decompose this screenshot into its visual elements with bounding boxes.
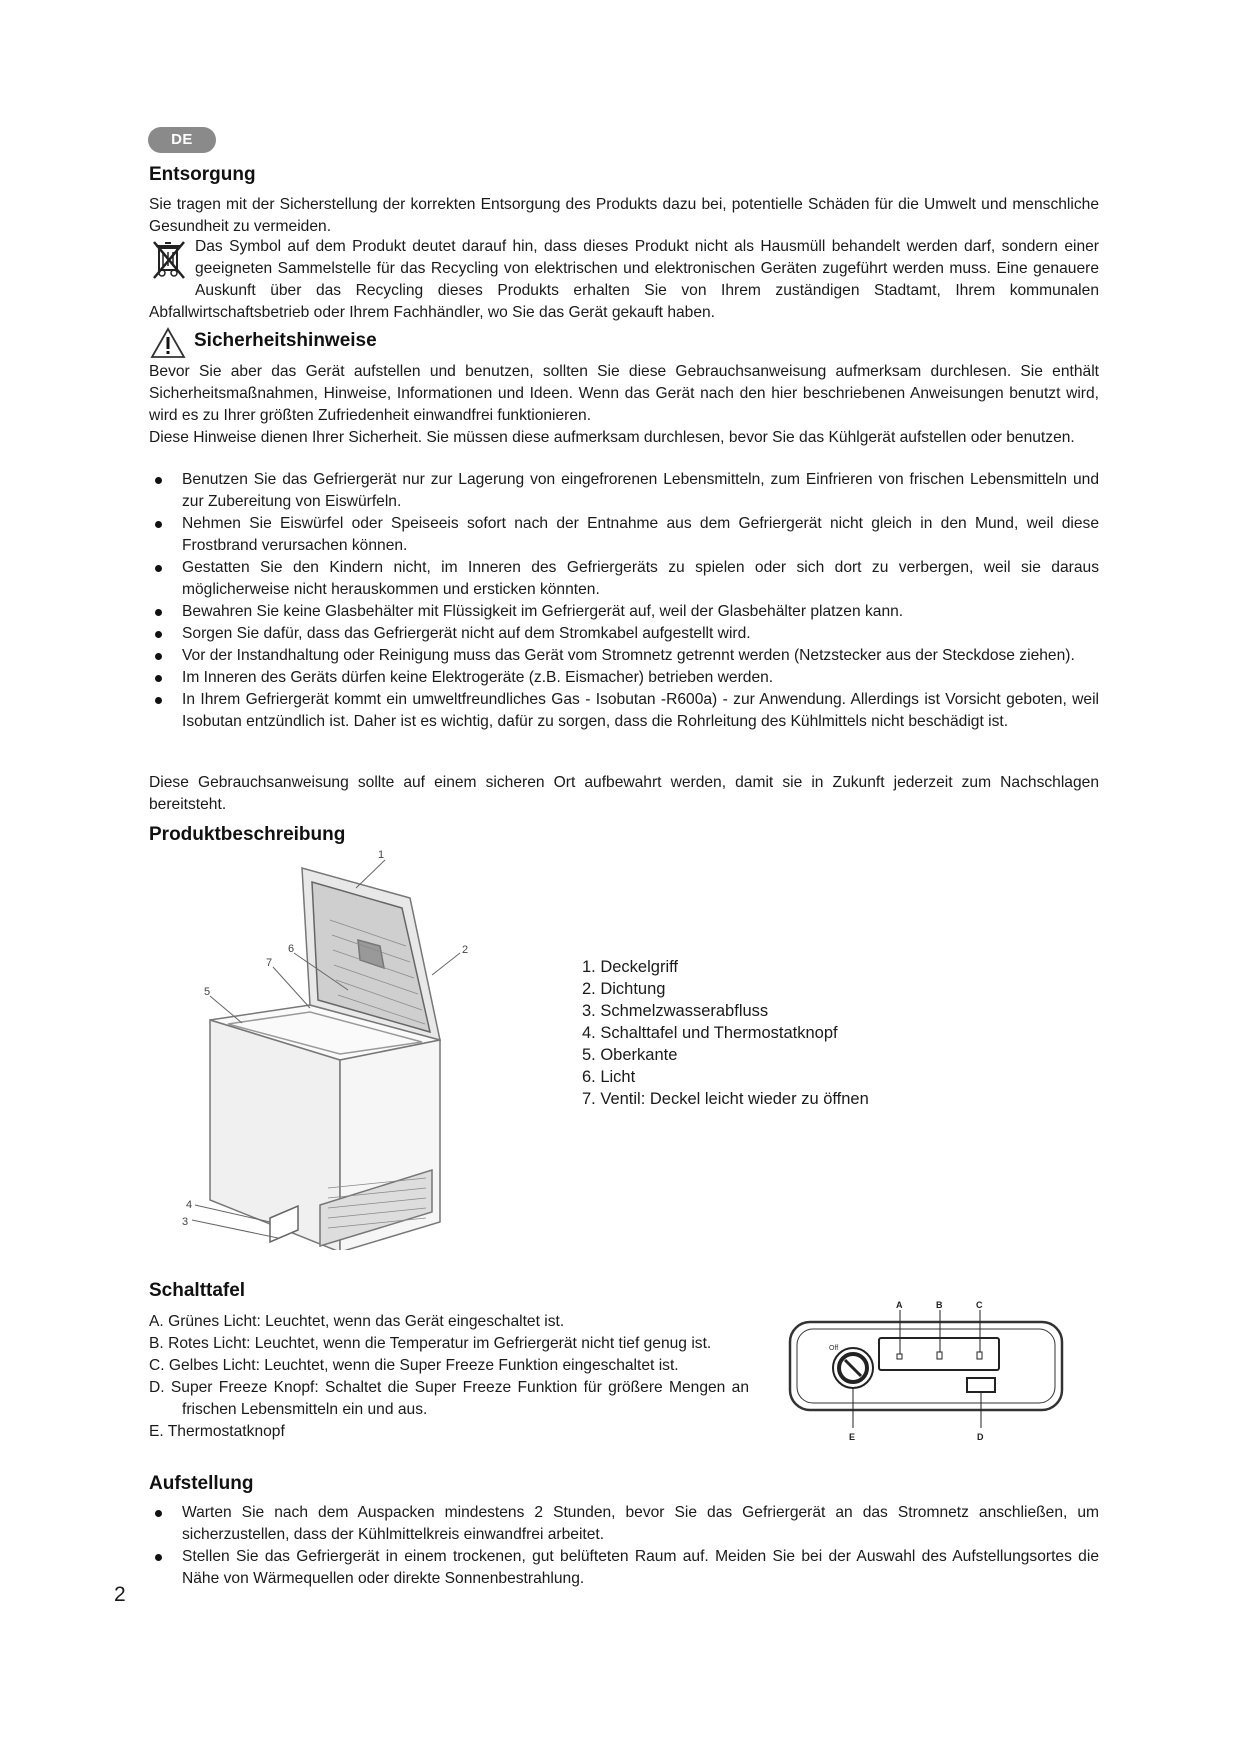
list-item: Stellen Sie das Gefriergerät in einem trockenen, gut belüfteten Raum auf. Meiden Sie bei der Auswahl des Aufstellungsortes die Nähe von Wärmequellen oder direkte Sonnenbestrahlung. [149,1546,1099,1590]
panel-label-a: A [896,1300,903,1310]
parts-list [582,956,869,1110]
diagram-label-5: 5 [204,986,211,998]
list-item: B. Rotes Licht: Leuchtet, wenn die Temperatur im Gefriergerät nicht tief genug ist. [149,1335,712,1352]
list-item: 2. Dichtung [582,980,666,998]
panel-label-b: B [936,1300,943,1310]
list-item: D. Super Freeze Knopf: Schaltet die Super Freeze Funktion für größere Mengen an frischen Lebensmitteln ein und aus. [149,1379,749,1418]
panel-label-d: D [977,1432,984,1442]
diagram-label-3: 3 [182,1216,189,1228]
diagram-label-4: 4 [186,1199,193,1211]
list-item: E. Thermostatknopf [149,1423,285,1440]
schalttafel-list [149,1311,749,1443]
diagram-label-6: 6 [288,943,295,955]
list-item: In Ihrem Gefriergerät kommt ein umweltfreundliches Gas - Isobutan -R600a) - zur Anwendung. Allerdings ist Vorsicht geboten, weil Isobutan entzündlich ist. Daher ist es wichtig, dafür zu sorgen, dass die Rohrleitung des Kühlmittels nicht beschädigt ist. [149,689,1099,733]
sicherheit-bullet-list [149,469,1099,733]
entsorgung-intro: Sie tragen mit der Sicherstellung der korrekten Entsorgung des Produkts dazu bei, potentielle Schäden für die Umwelt und menschliche Gesundheit zu vermeiden. [149,196,1099,235]
page-number: 2 [114,1583,126,1606]
list-item: Gestatten Sie den Kindern nicht, im Inneren des Gefriergeräts zu spielen oder sich dort zu verbergen, weil sie daraus möglicherweise nicht herauskommen und ersticken könnten. [149,557,1099,601]
knob-off-label: Off [829,1345,839,1352]
crossed-bin-icon [149,238,189,282]
list-item: Benutzen Sie das Gefriergerät nur zur Lagerung von eingefrorenen Lebensmitteln, zum Einfrieren von frischen Lebensmitteln und zur Zubereitung von Eiswürfeln. [149,469,1099,513]
list-item: Vor der Instandhaltung oder Reinigung muss das Gerät vom Stromnetz getrennt werden (Netzstecker aus der Steckdose ziehen). [149,645,1099,667]
list-item: 1. Deckelgriff [582,958,678,976]
produkt-heading: Produktbeschreibung [149,824,346,845]
sicherheit-heading: Sicherheitshinweise [194,330,377,351]
schalttafel-heading: Schalttafel [149,1280,246,1301]
diagram-label-2: 2 [462,944,469,956]
diagram-label-7: 7 [266,957,273,969]
aufstellung-bullet-list [149,1502,1099,1590]
list-item: Bewahren Sie keine Glasbehälter mit Flüssigkeit im Gefriergerät auf, weil der Glasbehälter platzen kann. [149,601,1099,623]
diagram-label-1: 1 [378,850,385,861]
list-item: 7. Ventil: Deckel leicht wieder zu öffnen [582,1090,869,1108]
aufstellung-heading: Aufstellung [149,1473,254,1494]
panel-label-c: C [976,1300,983,1310]
list-item: C. Gelbes Licht: Leuchtet, wenn die Super Freeze Funktion eingeschaltet ist. [149,1357,679,1374]
list-item: Nehmen Sie Eiswürfel oder Speiseeis sofort nach der Entnahme aus dem Gefriergerät nicht gleich in den Mund, weil diese Frostbrand verursachen können. [149,513,1099,557]
entsorgung-symbol-text: Das Symbol auf dem Produkt deutet darauf hin, dass dieses Produkt nicht als Hausmüll behandelt werden darf, sondern einer geeigneten Sammelstelle für das Recycling von elektrischen und elektronischen Geräten zugeführt werden muss. Eine genauere Auskunft über das Recycling dieses Produkts erhalten Sie von Ihrem zuständigen Stadtamt, Ihrem kommunalen Abfallwirtschaftsbetrieb oder Ihrem Fachhändler, wo Sie das Gerät gekauft haben. [149,238,1099,321]
list-item: 4. Schalttafel und Thermostatknopf [582,1024,838,1042]
list-item: Warten Sie nach dem Auspacken mindestens 2 Stunden, bevor Sie das Gefriergerät an das Stromnetz anschließen, um sicherzustellen, dass der Kühlmittelkreis einwandfrei arbeitet. [149,1502,1099,1546]
panel-label-e: E [849,1432,856,1442]
list-item: Im Inneren des Geräts dürfen keine Elektrogeräte (z.B. Eismacher) betrieben werden. [149,667,1099,689]
list-item: A. Grünes Licht: Leuchtet, wenn das Gerät eingeschaltet ist. [149,1313,565,1330]
warning-triangle-icon [150,327,186,359]
list-item: 6. Licht [582,1068,636,1086]
sicherheit-closing: Diese Gebrauchsanweisung sollte auf einem sicheren Ort aufbewahrt werden, damit sie in Zukunft jederzeit zum Nachschlagen bereitsteht. [149,774,1099,813]
sicherheit-paragraph-1: Bevor Sie aber das Gerät aufstellen und benutzen, sollten Sie diese Gebrauchsanweisung aufmerksam durchlesen. Sie enthält Sicherheitsmaßnahmen, Hinweise, Informationen und Ideen. Wenn das Gerät nach den hier beschriebenen Anweisungen benutzt wird, wird es zu Ihrer größten Zufriedenheit einwandfrei funktionieren. [149,363,1099,424]
list-item: 5. Oberkante [582,1046,678,1064]
entsorgung-heading: Entsorgung [149,164,256,185]
list-item: Sorgen Sie dafür, dass das Gefriergerät nicht auf dem Stromkabel aufgestellt wird. [149,623,1099,645]
control-panel-diagram [785,1300,1070,1450]
sicherheit-paragraph-2: Diese Hinweise dienen Ihrer Sicherheit. Sie müssen diese aufmerksam durchlesen, bevor Sie das Kühlgerät aufstellen oder benutzen. [149,429,1075,446]
freezer-diagram [170,850,480,1250]
language-badge: DE [148,127,216,153]
list-item: 3. Schmelzwasserabfluss [582,1002,769,1020]
entsorgung-symbol-paragraph [149,236,1099,324]
